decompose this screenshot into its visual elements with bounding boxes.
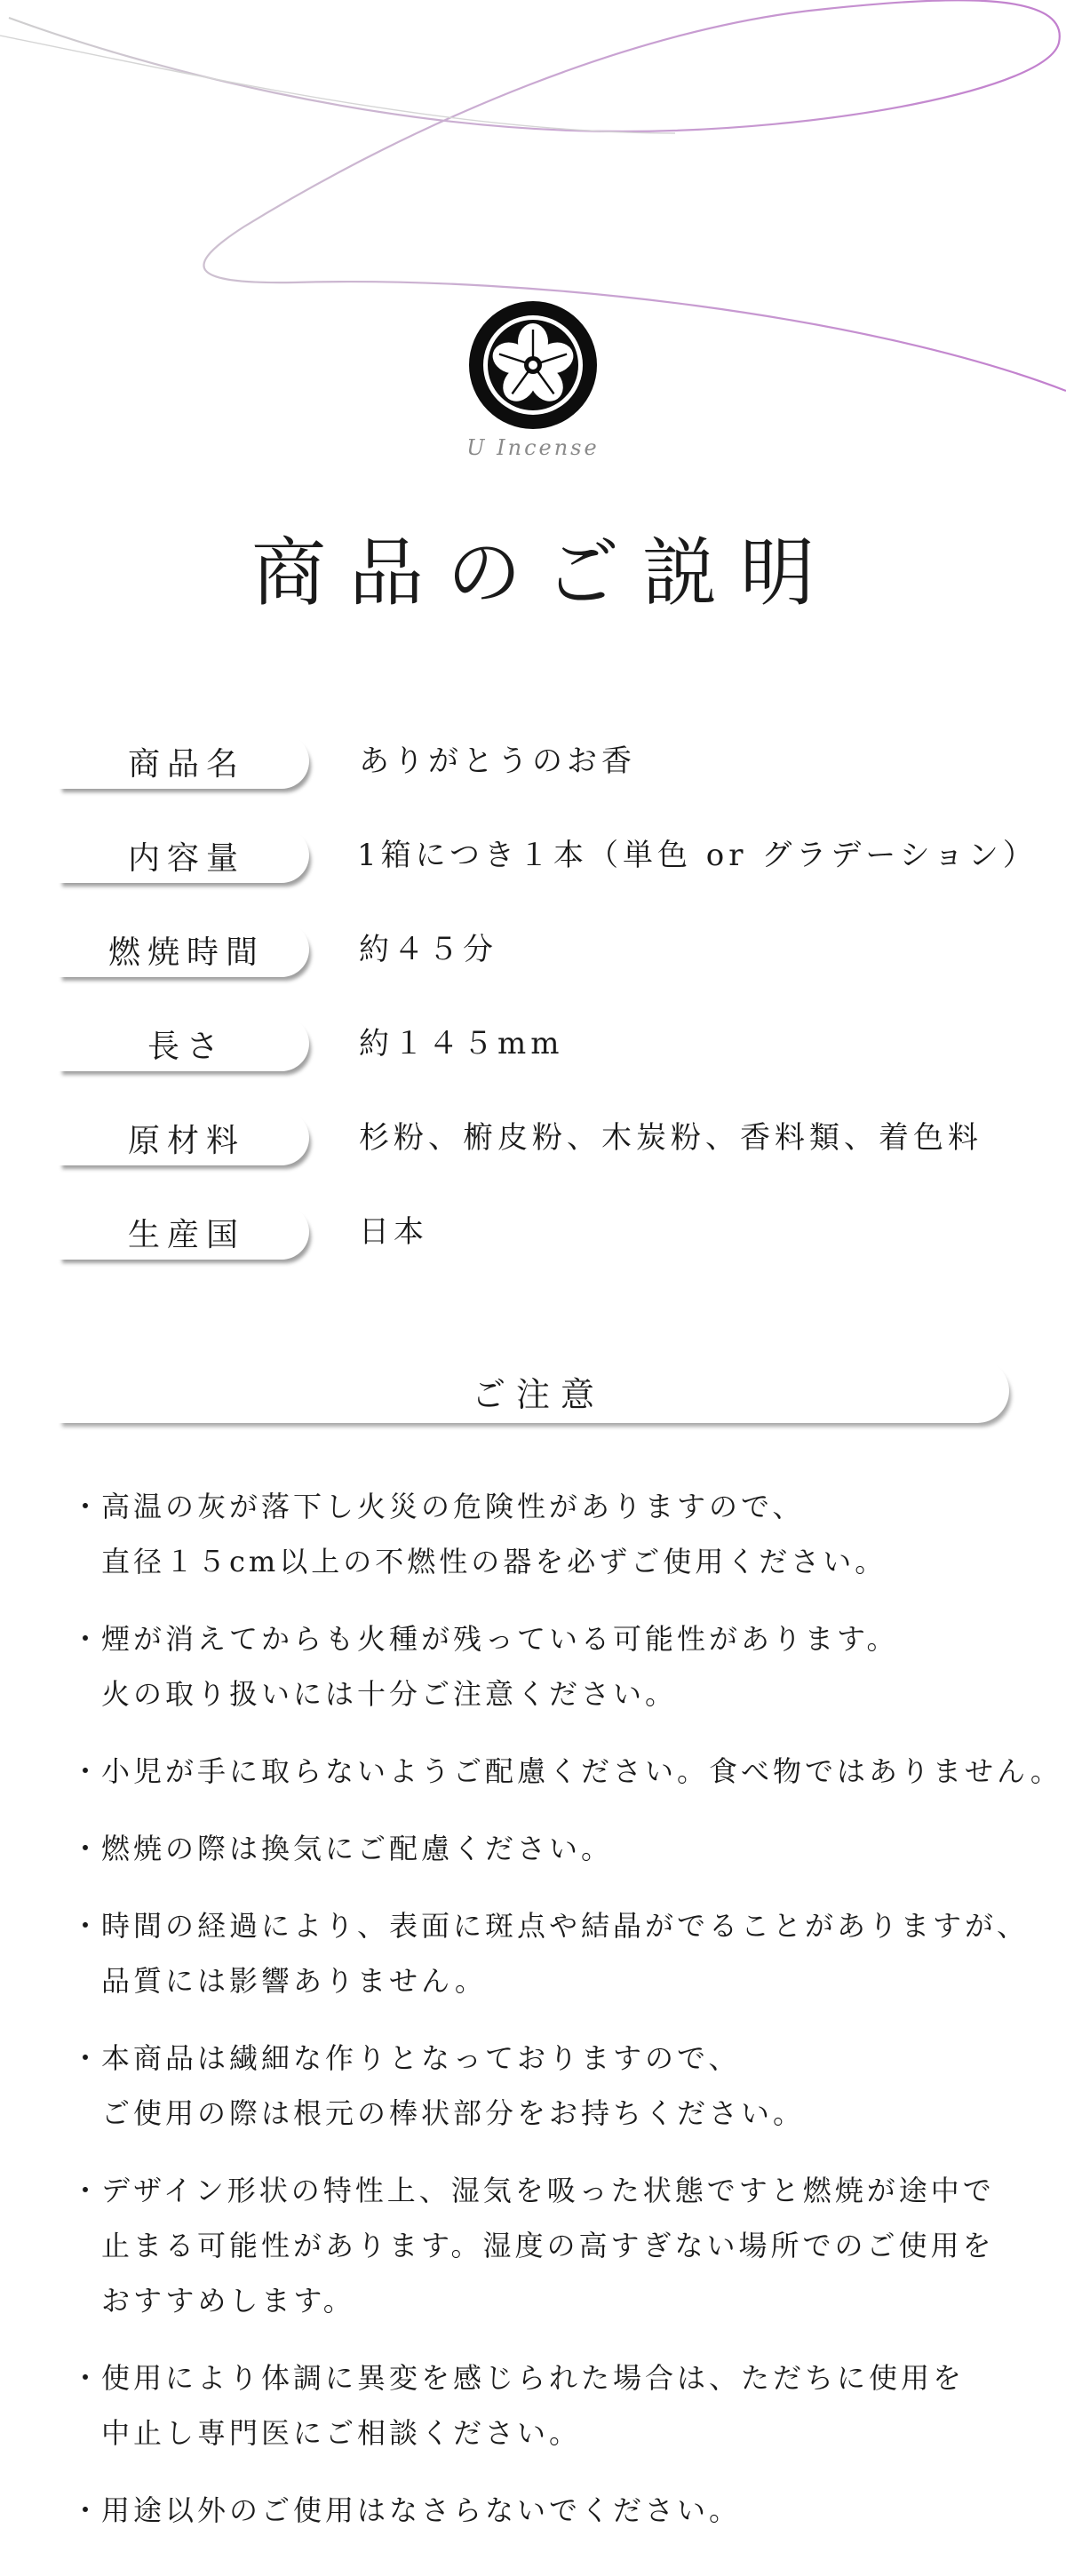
spec-row-length: [57, 1011, 1034, 1105]
spec-value: ありがとうのお香: [359, 743, 636, 779]
notice-line: 煙が消えてからも火種が残っている可能性があります。: [101, 1622, 899, 1656]
notice-item: [71, 1479, 1057, 1589]
bullet-icon: ・: [71, 2174, 100, 2207]
notice-item: [71, 1744, 1062, 1799]
spec-label-tag: [57, 828, 309, 883]
spec-label-tag: [57, 1205, 309, 1260]
notice-line: 中止し専門医にご相談ください。: [101, 2416, 582, 2450]
bullet-icon: ・: [71, 1622, 100, 1656]
notice-line: 小児が手に取らないようご配慮ください。食べ物ではありません。: [101, 1754, 1062, 1788]
notice-line: 火の取り扱いには十分ご注意ください。: [101, 1677, 678, 1711]
notice-line: おすすめします。: [101, 2284, 355, 2318]
spec-value: 日本: [359, 1214, 428, 1250]
spec-row-burn-time: [57, 917, 1034, 1011]
spec-value: 約４５分: [359, 932, 497, 967]
notice-line: 時間の経過により、表面に斑点や結晶がでることがありますが、: [101, 1909, 1030, 1943]
bullet-icon: ・: [71, 1909, 100, 1943]
flower-crest-icon: [468, 300, 598, 430]
spec-label-tag: [57, 734, 309, 789]
spec-value: 1箱につき１本（単色 or グラデーション）: [357, 838, 1038, 873]
bullet-icon: ・: [71, 1490, 100, 1523]
bullet-icon: ・: [71, 2361, 100, 2395]
spec-label: 長さ: [147, 1028, 226, 1065]
spec-row-contents: [57, 823, 1038, 917]
notice-line: 使用により体調に異変を感じられた場合は、ただちに使用を: [101, 2361, 966, 2395]
brand-name: U Incense: [466, 435, 600, 460]
spec-label-tag: [57, 1110, 309, 1165]
notice-item: [71, 2350, 1057, 2461]
spec-row-ingredients: [57, 1105, 1034, 1199]
notice-item: [71, 1611, 1057, 1721]
notice-line: 直径１５cm以上の不燃性の器を必ずご使用ください。: [101, 1545, 887, 1578]
notice-line: 品質には影響ありません。: [101, 1964, 487, 1998]
notice-header: [57, 1359, 1009, 1423]
spec-value: 杉粉、椨皮粉、木炭粉、香料類、着色料: [359, 1120, 982, 1156]
notice-line: 高温の灰が落下し火災の危険性がありますので、: [101, 1490, 805, 1523]
notice-line: 用途以外のご使用はなさらないでください。: [101, 2493, 742, 2527]
notice-line: 止まる可能性があります。湿度の高すぎない場所でのご使用を: [101, 2229, 995, 2262]
swoosh-line-lower: [0, 36, 675, 133]
notice-line: 燃焼の際は換気にご配慮ください。: [101, 1832, 614, 1865]
bullet-icon: ・: [71, 1832, 100, 1865]
spec-label: 原材料: [127, 1122, 245, 1159]
notice-item: [71, 2483, 1057, 2538]
notice-item: [71, 2031, 1057, 2141]
notice-item: [71, 1898, 1057, 2008]
spec-label: 内容量: [127, 839, 245, 877]
notice-item: [71, 1821, 1057, 1876]
spec-label-tag: [57, 922, 309, 977]
spec-label: 生産国: [127, 1216, 245, 1253]
notice-line: デザイン形状の特性上、湿気を吸った状態ですと燃焼が途中で: [101, 2174, 995, 2207]
product-spec-list: [57, 728, 1038, 1293]
spec-row-country: [57, 1199, 1034, 1293]
bullet-icon: ・: [71, 1754, 100, 1788]
notice-line: 本商品は繊細な作りとなっておりますので、: [101, 2041, 741, 2075]
notice-line: ご使用の際は根元の棒状部分をお持ちください。: [101, 2096, 806, 2130]
notice-list: [71, 1479, 1062, 2560]
spec-value: 約１４５mm: [359, 1026, 564, 1061]
bullet-icon: ・: [71, 2493, 100, 2527]
spec-label: 商品名: [127, 745, 245, 783]
notice-item: [71, 2163, 1057, 2328]
notice-title: ご注意: [471, 1374, 605, 1414]
spec-label-tag: [57, 1016, 309, 1071]
bullet-icon: ・: [71, 2041, 100, 2075]
spec-row-product-name: [57, 728, 1034, 823]
page-title: 商品のご説明: [251, 529, 838, 616]
spec-label: 燃焼時間: [107, 934, 265, 971]
